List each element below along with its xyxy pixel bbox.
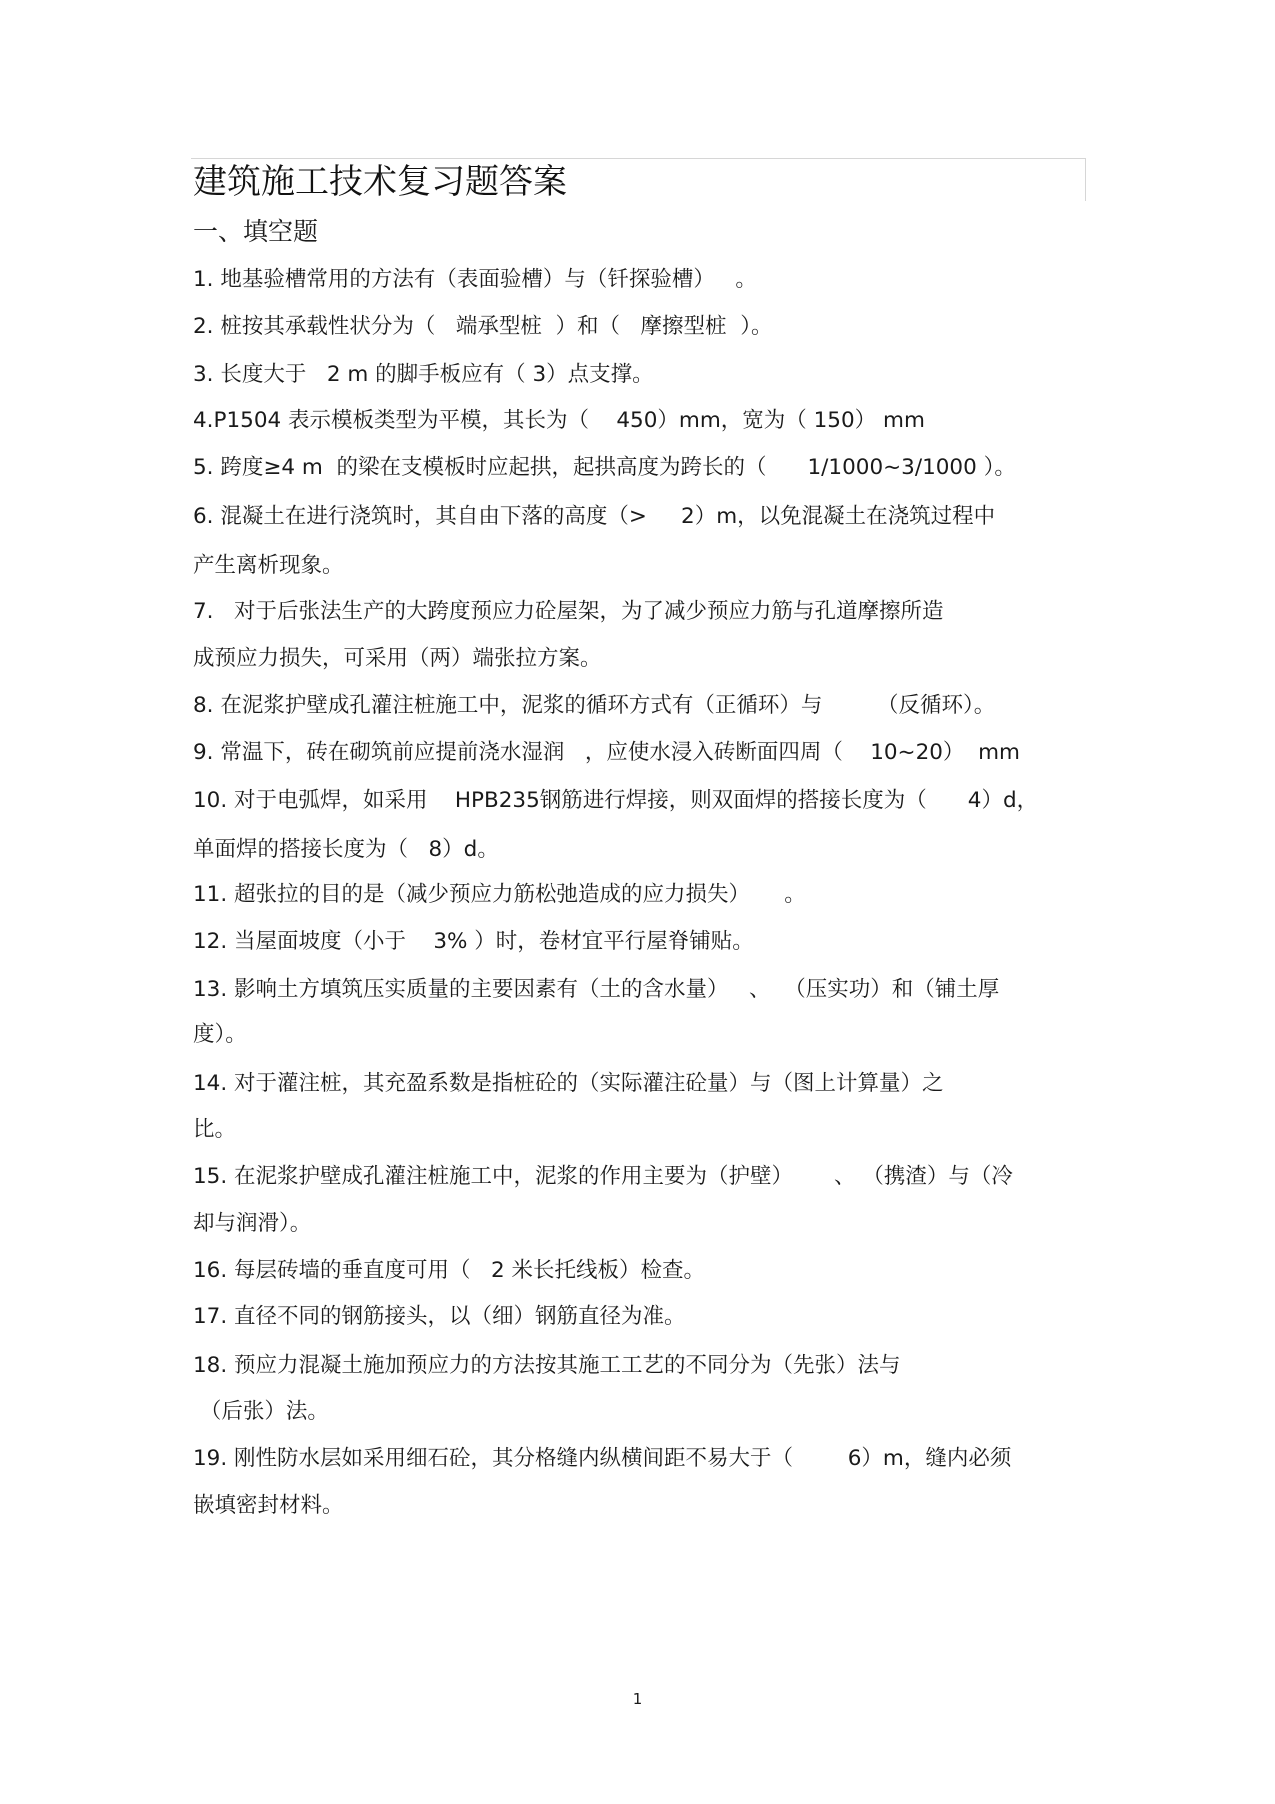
text-line-3: 3. 长度大于 2 m 的脚手板应有（ 3）点支撑。 [193,362,654,387]
text-line-2: 2. 桩按其承载性状分为（ 端承型桩 ）和（ 摩擦型桩 ）。 [193,314,773,339]
text-line-15-cont: 却与润滑）。 [193,1211,312,1236]
text-line-14: 14. 对于灌注桩，其充盈系数是指桩砼的（实际灌注砼量）与（图上计算量）之 [193,1071,944,1096]
text-line-17: 17. 直径不同的钢筋接头，以（细）钢筋直径为准。 [193,1304,686,1329]
text-line-14-cont: 比。 [193,1117,237,1142]
text-line-8: 8. 在泥浆护壁成孔灌注桩施工中，泥浆的循环方式有（正循环）与 （反循环）。 [193,693,996,718]
text-line-18: 18. 预应力混凝土施加预应力的方法按其施工工艺的不同分为（先张）法与 [193,1353,901,1378]
text-line-13: 13. 影响土方填筑压实质量的主要因素有（土的含水量） 、 （压实功）和（铺土厚 [193,977,1000,1002]
text-line-18-cont: （后张）法。 [193,1399,329,1424]
page-number: 1 [632,1690,643,1708]
text-line-12: 12. 当屋面坡度（小于 3% ）时，卷材宜平行屋脊铺贴。 [193,929,754,954]
text-line-10-cont: 单面焊的搭接长度为（ 8）d。 [193,837,499,862]
text-line-11: 11. 超张拉的目的是（减少预应力筋松弛造成的应力损失） 。 [193,882,806,907]
text-line-5: 5. 跨度≥4 m 的梁在支模板时应起拱，起拱高度为跨长的（ 1/1000~3/1000 ）。 [193,455,1016,480]
text-line-16: 16. 每层砖墙的垂直度可用（ 2 米长托线板）检查。 [193,1258,706,1283]
text-line-10: 10. 对于电弧焊，如采用 HPB235钢筋进行焊接，则双面焊的搭接长度为（ 4）d， [193,788,1039,813]
text-line-19: 19. 刚性防水层如采用细石砼，其分格缝内纵横间距不易大于（ 6）m，缝内必须 [193,1446,1012,1471]
text-line-6-cont: 产生离析现象。 [193,553,344,578]
text-line-1: 1. 地基验槽常用的方法有（表面验槽）与（钎探验槽） 。 [193,267,757,292]
text-line-15: 15. 在泥浆护壁成孔灌注桩施工中，泥浆的作用主要为（护壁） 、 （携渣）与（冷 [193,1164,1013,1189]
section-heading: 一、填空题 [193,217,319,246]
text-line-4: 4.P1504 表示模板类型为平模，其长为（ 450）mm，宽为（ 150） mm [193,408,925,433]
text-line-13-cont: 度）。 [193,1022,247,1047]
text-line-7-cont: 成预应力损失，可采用（两）端张拉方案。 [193,646,602,671]
text-line-9: 9. 常温下，砖在砌筑前应提前浇水湿润 ，应使水浸入砖断面四周（ 10~20） mm [193,740,1020,765]
text-line-6: 6. 混凝土在进行浇筑时，其自由下落的高度（> 2）m，以免混凝土在浇筑过程中 [193,504,996,529]
text-line-19-cont: 嵌填密封材料。 [193,1493,344,1518]
document-title: 建筑施工技术复习题答案 [193,162,567,202]
text-line-7: 7. 对于后张法生产的大跨度预应力砼屋架，为了减少预应力筋与孔道摩擦所造 [193,599,944,624]
